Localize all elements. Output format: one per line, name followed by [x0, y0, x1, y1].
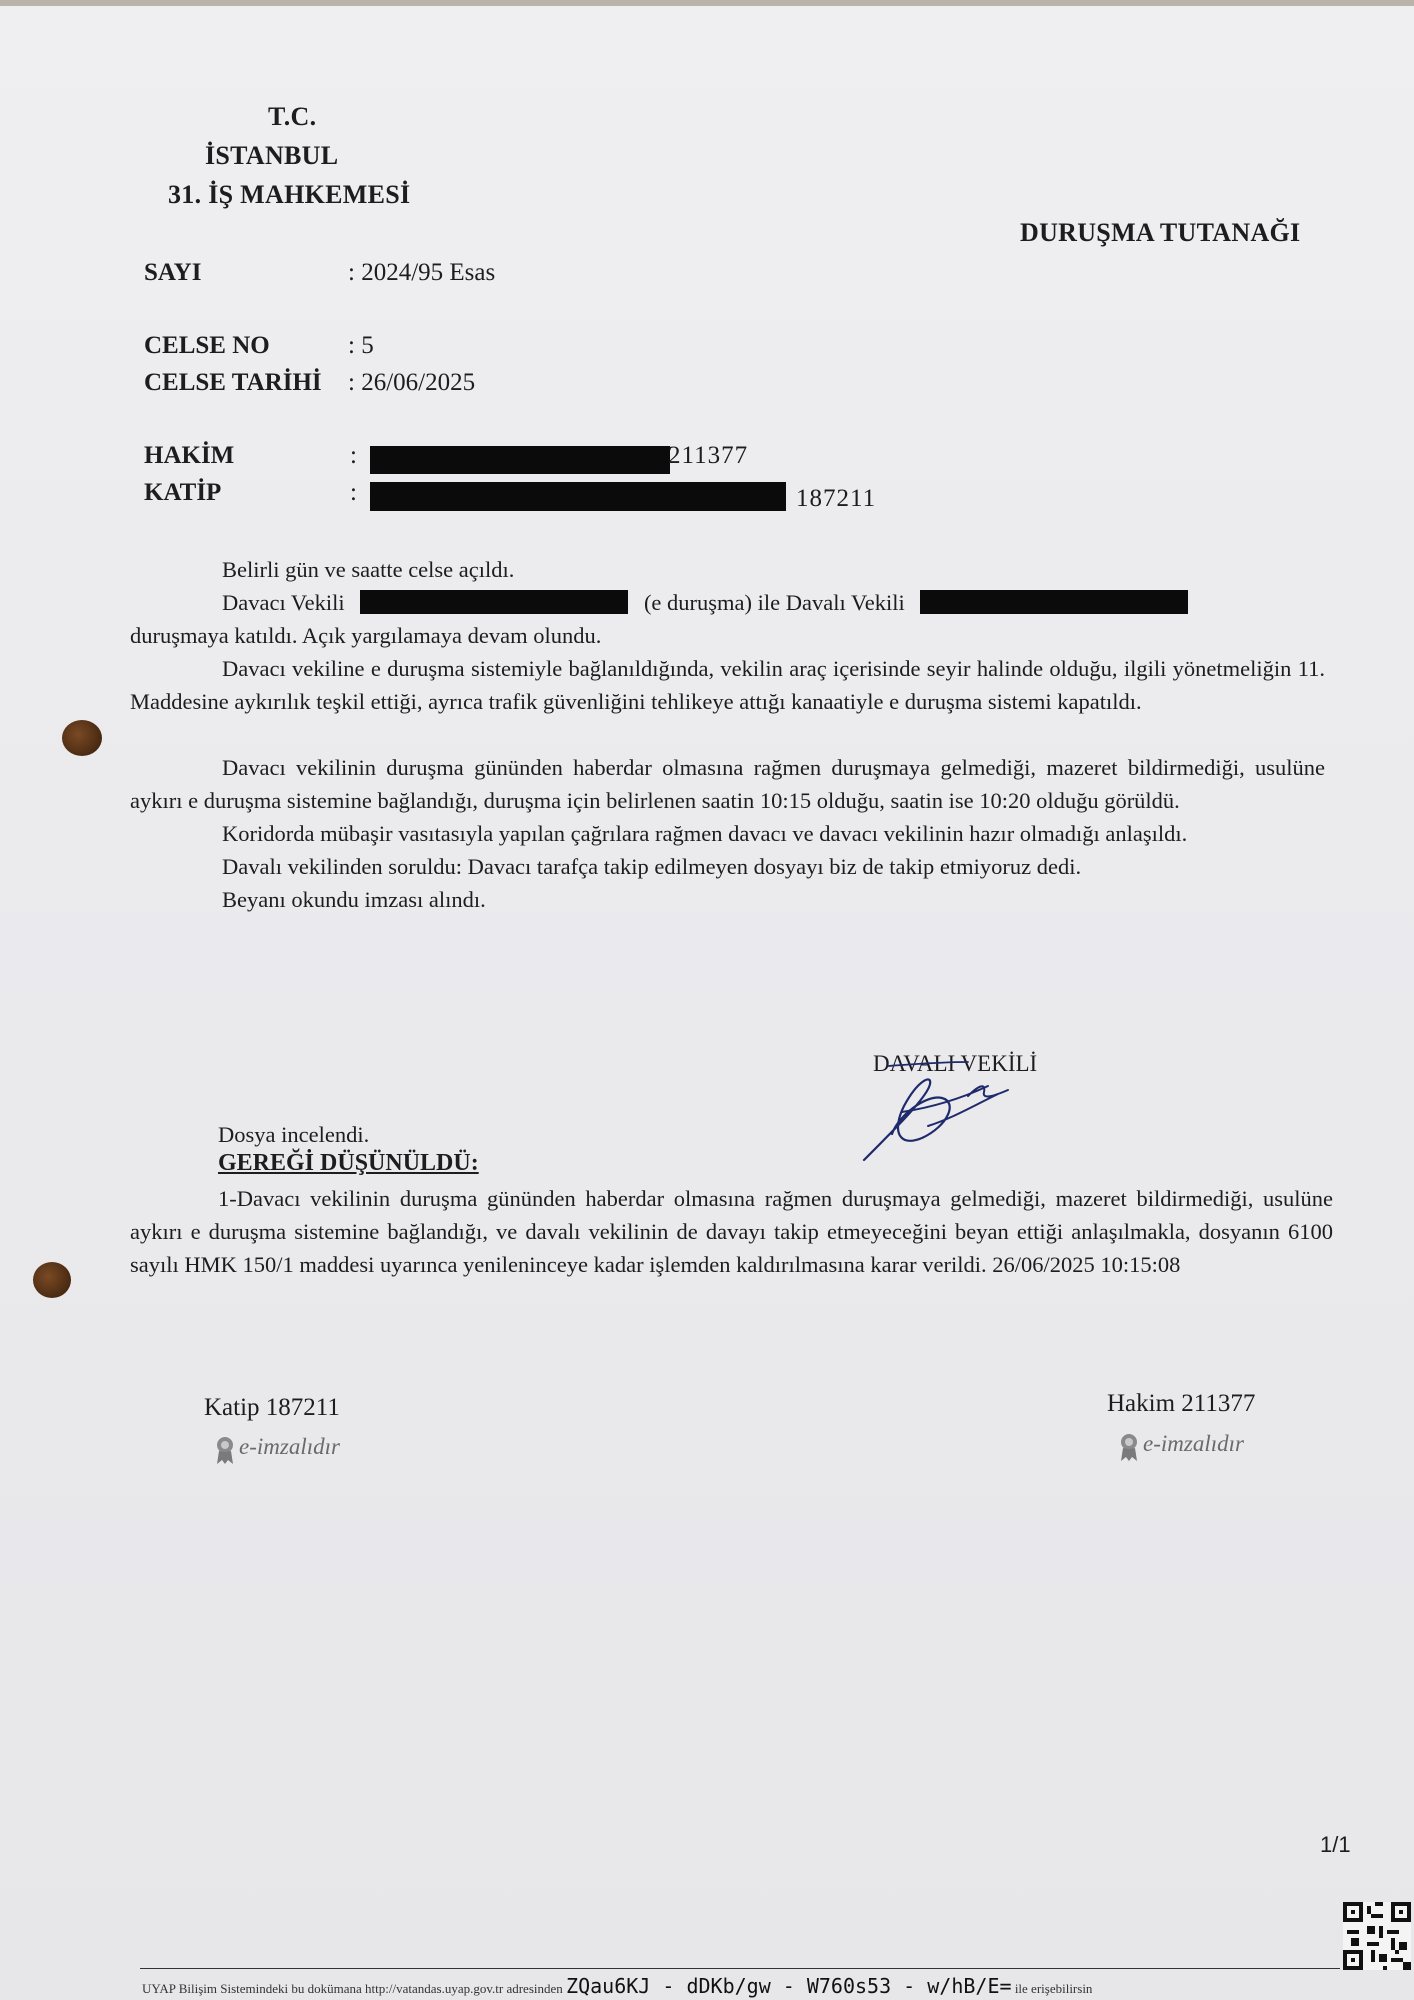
footer-code: ZQau6KJ - dDKb/gw - W760s53 - w/hB/E=: [566, 1974, 1012, 1998]
hakim-esign-text: e-imzalıdır: [1143, 1431, 1244, 1456]
page-number: 1/1: [1320, 1832, 1351, 1857]
footer-rule: [140, 1968, 1340, 1969]
paragraph-attendance: [130, 586, 1325, 619]
hakim-colon: :: [350, 442, 357, 469]
celse-no-label: CELSE NO: [144, 332, 270, 359]
doc-title: DURUŞMA TUTANAĞI: [1020, 218, 1301, 247]
decision-text: 1-Davacı vekilinin duruşma gününden haberdar olmasına rağmen duruşmaya gelmediği, mazeret bildirmediği, usulüne aykırı e duruşma sistemine bağlandığı, ve davalı vekilinin de davayı takip etmeyeceğini beyan ettiği anlaşılmakla, dosyanın 6100 sayılı HMK 150/1 maddesi uyarınca yenileninceye kadar işlemden kaldırılmasına karar verildi. 26/06/2025 10:15:08: [130, 1186, 1333, 1277]
attendance-plaintiff-label: Davacı Vekili: [222, 590, 345, 615]
footer-suffix: ile erişebilirsin: [1014, 1981, 1093, 1996]
paragraph-no-show: Davacı vekilinin duruşma gününden haberdar olmasına rağmen duruşmaya gelmediği, mazeret bildirmediği, usulüne aykırı e duruşma sistemine bağlandığı, duruşma için belirlenen saatin 10:15 olduğu, saatin ise 10:20 olduğu görüldü.: [130, 755, 1325, 813]
header-tc: T.C.: [268, 102, 317, 131]
hakim-label: HAKİM: [144, 442, 235, 469]
katip-colon: :: [350, 479, 357, 506]
dosya-incelendi: Dosya incelendi.: [218, 1122, 370, 1147]
paragraph-read-signed: Beyanı okundu imzası alındı.: [222, 887, 486, 912]
celse-tarihi-label: CELSE TARİHİ: [144, 369, 322, 396]
decision-block: [130, 1182, 1333, 1281]
hakim-id: 211377: [668, 442, 749, 469]
qr-code: [1343, 1902, 1411, 1970]
body-text: [130, 553, 1325, 916]
defendant-lawyer-redaction: [920, 590, 1188, 614]
signer-label: DAVALI VEKİLİ: [873, 1051, 1038, 1076]
esign-seal-icon: [214, 1435, 236, 1465]
header-court: 31. İŞ MAHKEMESİ: [168, 180, 411, 209]
handwritten-signature: [858, 1056, 1018, 1166]
paragraph-hallway-call: Koridorda mübaşir vasıtasıyla yapılan çağrılara rağmen davacı ve davacı vekilinin hazır olmadığı anlaşıldı.: [222, 821, 1188, 846]
punch-hole-bottom: [33, 1262, 71, 1298]
paragraph-edurusma-closed: Davacı vekiline e duruşma sistemiyle bağlanıldığında, vekilin araç içerisinde seyir halinde olduğu, ilgili yönetmeliğin 11. Maddesine aykırılık teşkil ettiği, ayrıca trafik güvenliğini tehlikeye attığı kanaatiyle e duruşma sistemi kapatıldı.: [130, 656, 1325, 714]
punch-hole-top: [62, 720, 102, 756]
paragraph-defendant-statement: Davalı vekilinden soruldu: Davacı tarafça takip edilmeyen dosyayı biz de takip etmiyoruz dedi.: [222, 854, 1082, 879]
header-city: İSTANBUL: [205, 141, 339, 170]
katip-esign: [214, 1434, 340, 1465]
celse-tarihi-value: : 26/06/2025: [348, 369, 476, 396]
paragraph-opening: Belirli gün ve saatte celse açıldı.: [222, 557, 515, 582]
celse-no-value: : 5: [348, 332, 374, 359]
katip-esign-text: e-imzalıdır: [239, 1434, 340, 1459]
hakim-esign: [1118, 1431, 1244, 1462]
sayi-label: SAYI: [144, 259, 202, 286]
footer-prefix: UYAP Bilişim Sistemindeki bu dokümana http://vatandas.uyap.gov.tr adresinden: [142, 1981, 563, 1996]
esign-seal-icon: [1118, 1432, 1140, 1462]
hakim-name-redaction: [370, 446, 670, 474]
katip-label: KATİP: [144, 479, 222, 506]
sayi-value: : 2024/95 Esas: [348, 259, 496, 286]
paragraph-attendance-cont: duruşmaya katıldı. Açık yargılamaya devam olundu.: [130, 623, 602, 648]
attendance-defendant-label: (e duruşma) ile Davalı Vekili: [643, 590, 905, 615]
hakim-signature: Hakim 211377: [1107, 1390, 1256, 1417]
katip-name-redaction: [370, 482, 786, 511]
document-page: [0, 6, 1414, 2000]
katip-id: 187211: [796, 485, 877, 512]
footer-verification: [142, 1974, 1092, 1998]
decision-heading: GEREĞİ DÜŞÜNÜLDÜ:: [218, 1150, 479, 1176]
katip-signature: Katip 187211: [204, 1394, 340, 1421]
plaintiff-lawyer-redaction: [360, 590, 628, 614]
